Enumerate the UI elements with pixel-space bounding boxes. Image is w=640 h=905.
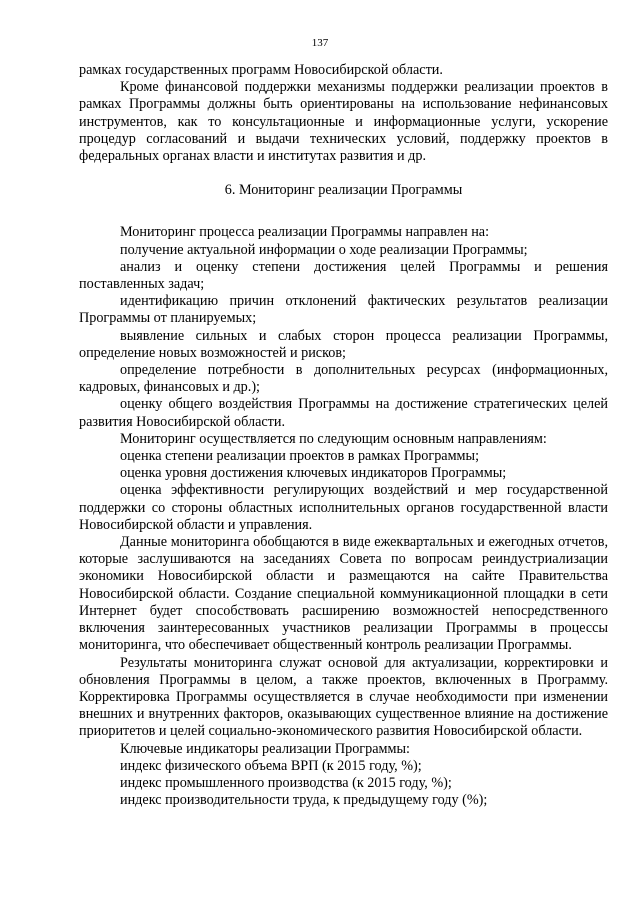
- goal-item: получение актуальной информации о ходе реализации Программы;: [120, 241, 528, 258]
- support-paragraph: Кроме финансовой поддержки механизмы поддержки реализации проектов в рамках Программы должны быть ориентированы на использование нефинансовых инструментов, как то консультационные и информационные услуги, ускорение процедур согласований и выдачи технических условий, поддержку проектов в федеральных органах власти и институтах развития и др.: [79, 79, 608, 165]
- section-heading: 6. Мониторинг реализации Программы: [224, 182, 463, 199]
- direction-item: оценка эффективности регулирующих воздействий и мер государственной поддержки со стороны областных исполнительных органов государственной власти Новосибирской области и управления.: [79, 482, 608, 533]
- page-body: [79, 62, 608, 809]
- direction-item: оценка уровня достижения ключевых индикаторов Программы;: [120, 465, 507, 482]
- monitoring-intro: Мониторинг процесса реализации Программы направлен на:: [120, 224, 490, 241]
- indicator-item: индекс производительности труда, к предыдущему году (%);: [120, 792, 488, 809]
- indicator-item: индекс промышленного производства (к 2015 году, %);: [120, 774, 452, 791]
- goal-item: идентификацию причин отклонений фактических результатов реализации Программы от планируемых;: [79, 293, 608, 327]
- goal-item: определение потребности в дополнительных ресурсах (информационных, кадровых, финансовых и др.);: [79, 362, 608, 396]
- indicator-item: индекс физического объема ВРП (к 2015 году, %);: [120, 757, 422, 774]
- page-number: 137: [311, 37, 329, 49]
- results-paragraph: Результаты мониторинга служат основой для актуализации, корректировки и обновления Программы в целом, а также проектов, включенных в Программу. Корректировка Программы осуществляется в случае необходимости при изменении внешних и внутренних факторов, оказывающих существенное влияние на достижение приоритетов и целей социально-экономического развития Новосибирской области.: [79, 654, 608, 740]
- data-paragraph: Данные мониторинга обобщаются в виде ежеквартальных и ежегодных отчетов, которые заслушиваются на заседаниях Совета по вопросам реиндустриализации экономики Новосибирской области и размещаются на сайте Правительства Новосибирской области. Создание специальной коммуникационной площадки в сети Интернет будет способствовать расширению возможностей непосредственного включения заинтересованных участников реализации Программы в процессы мониторинга, что обеспечивает общественный контроль реализации Программы.: [79, 534, 608, 654]
- intro-line: рамках государственных программ Новосибирской области.: [79, 62, 443, 78]
- goal-item: оценку общего воздействия Программы на достижение стратегических целей развития Новосибирской области.: [79, 396, 608, 430]
- direction-item: оценка степени реализации проектов в рамках Программы;: [120, 448, 480, 465]
- goal-item: анализ и оценку степени достижения целей Программы и решения поставленных задач;: [79, 258, 608, 293]
- goal-item: выявление сильных и слабых сторон процесса реализации Программы, определение новых возможностей и рисков;: [79, 327, 608, 361]
- indicators-intro: Ключевые индикаторы реализации Программы:: [120, 740, 410, 757]
- directions-intro: Мониторинг осуществляется по следующим основным направлениям:: [120, 430, 547, 447]
